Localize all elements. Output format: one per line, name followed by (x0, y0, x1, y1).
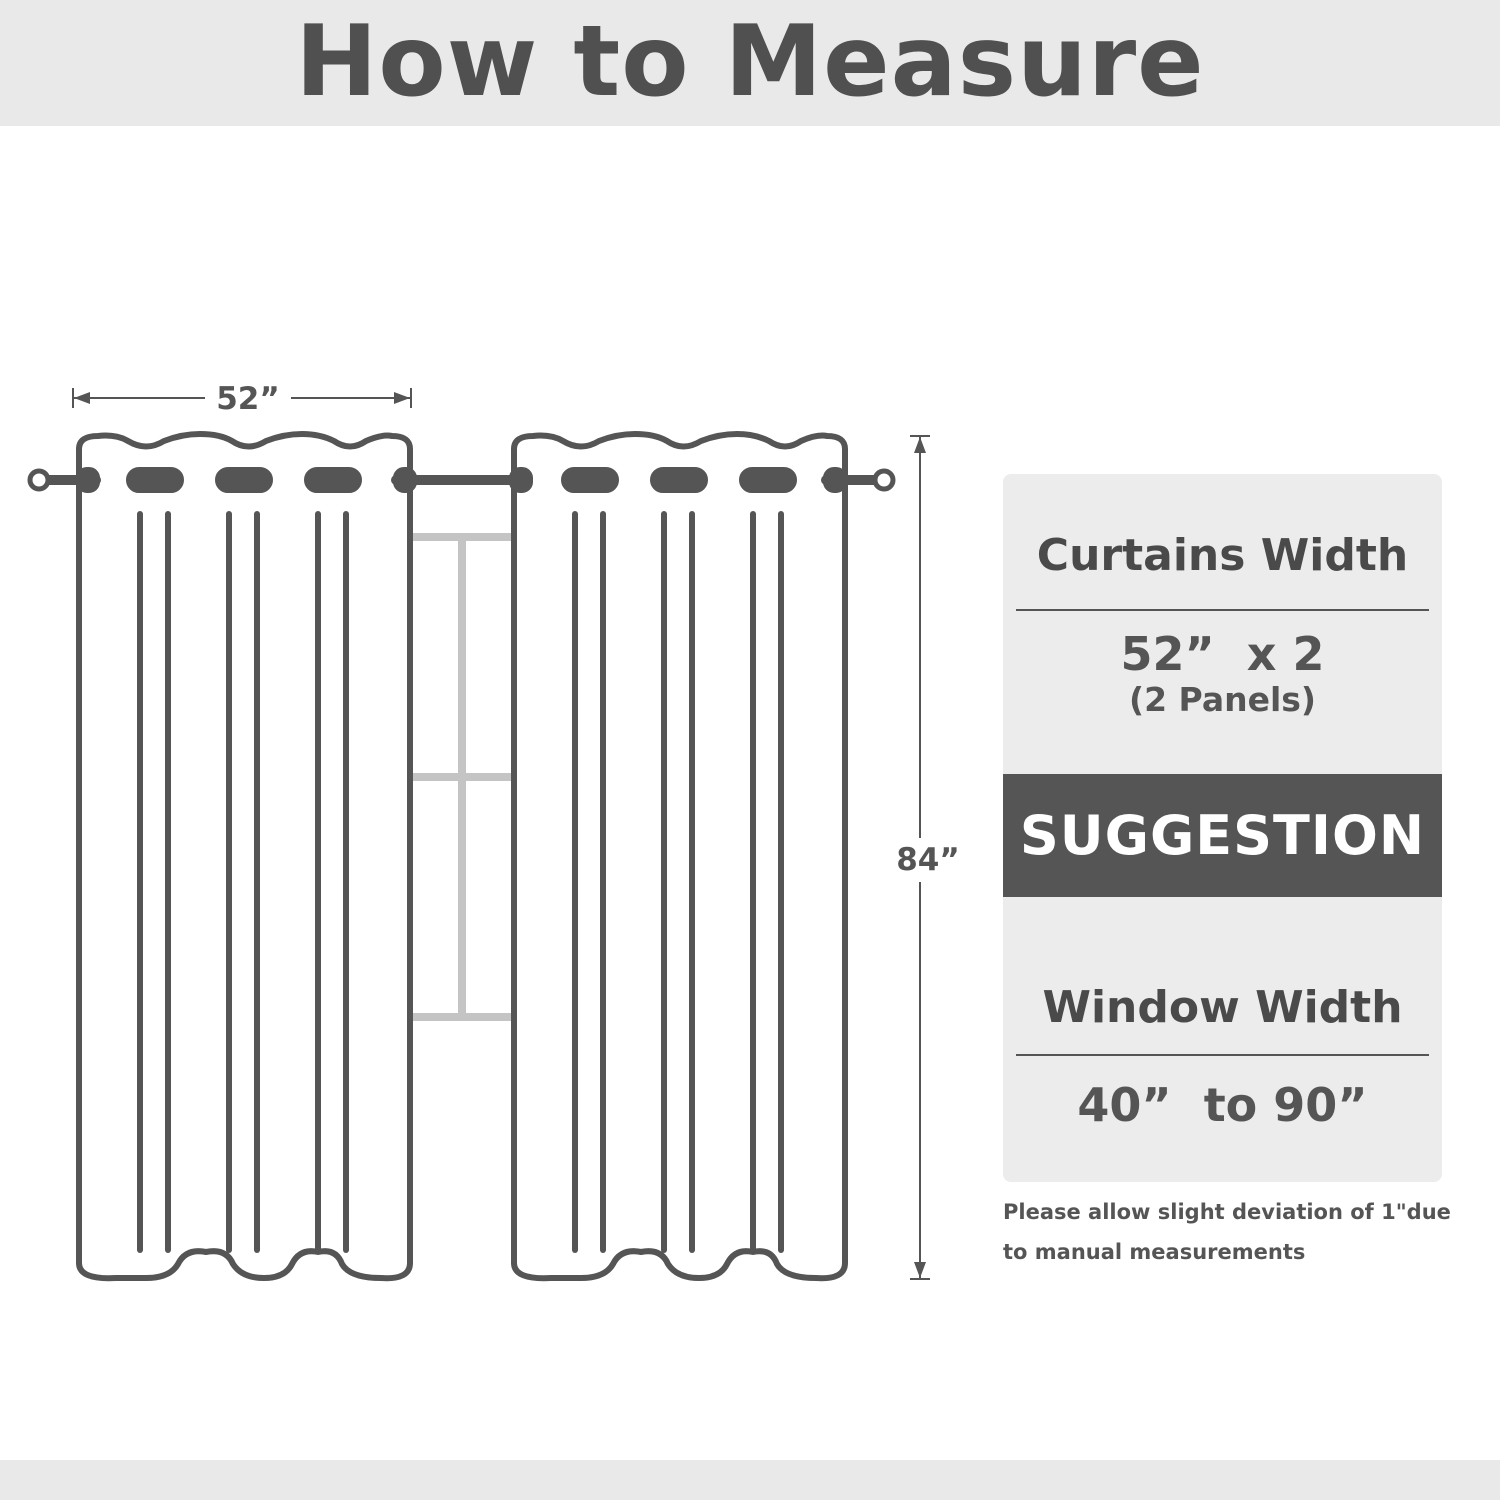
suggestion-label: SUGGESTION (1019, 804, 1426, 867)
page-title: How to Measure (295, 5, 1205, 119)
info-card (1003, 474, 1442, 1182)
card-divider (1016, 1054, 1429, 1056)
card-divider (1016, 609, 1429, 611)
deviation-note: Please allow slight deviation of 1"due to manual measurements (1003, 1200, 1451, 1264)
footer-band (0, 1460, 1500, 1500)
window-frame (410, 533, 512, 1021)
window-width-value: 40” to 90” (1077, 1078, 1368, 1132)
curtains-panels-note: (2 Panels) (1128, 680, 1316, 719)
suggestion-band (1003, 774, 1442, 897)
curtain-panel-right (514, 434, 845, 1278)
curtains-width-value: 52” x 2 (1120, 627, 1325, 681)
curtains-width-heading: Curtains Width (1036, 530, 1409, 581)
window-width-heading: Window Width (1042, 982, 1403, 1033)
curtain-panel-left (79, 434, 410, 1278)
curtain-width-label: 52” (205, 378, 291, 420)
curtain-height-label: 84” (888, 838, 968, 882)
